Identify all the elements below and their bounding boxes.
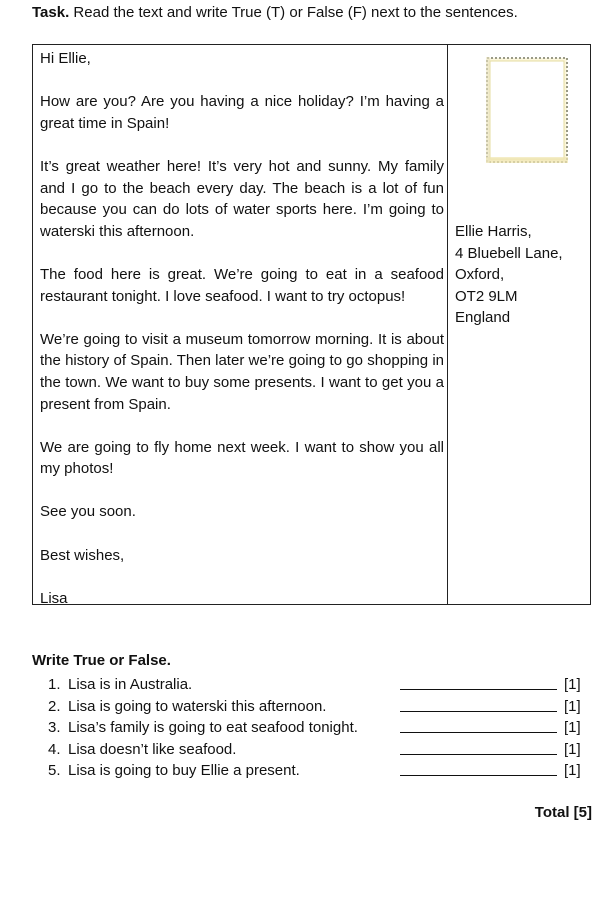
postcard (32, 44, 591, 605)
task-text: Read the text and write True (T) or False (F) next to the sentences. (73, 4, 518, 21)
recipient-address (455, 221, 563, 329)
question-list (48, 674, 584, 782)
task-label: Task. (32, 4, 70, 21)
question-number: 3. (48, 719, 61, 737)
letter-closing: See you soon. (40, 503, 136, 521)
question-number: 5. (48, 762, 61, 780)
question-number: 2. (48, 697, 61, 715)
question-text: Lisa doesn’t like seafood. (68, 740, 237, 758)
answer-line[interactable] (400, 775, 557, 776)
question-row (48, 674, 584, 696)
question-text: Lisa is in Australia. (68, 676, 193, 693)
question-mark: [1] (564, 762, 581, 780)
letter-body (40, 48, 444, 609)
letter-greeting: Hi Ellie, (40, 50, 91, 67)
postcard-divider (447, 45, 448, 604)
letter-paragraph-2: It’s great weather here! It’s very hot and sunny. My family and I go to the beach every day. The beach is a lot of fun because you can do lots of water sports here. I’m going to waterski this afternoon. (40, 157, 444, 240)
question-mark: [1] (564, 719, 581, 737)
question-row (48, 696, 584, 718)
letter-signature: Lisa (40, 589, 68, 607)
address-city: Oxford, (455, 266, 505, 284)
question-row (48, 760, 584, 782)
answer-line[interactable] (400, 732, 557, 733)
address-street: 4 Bluebell Lane, (455, 244, 563, 262)
question-number: 4. (48, 740, 61, 758)
letter-signoff: Best wishes, (40, 546, 125, 564)
letter-paragraph-5: We are going to fly home next week. I want to show you all my photos! (40, 438, 444, 478)
answer-line[interactable] (400, 689, 557, 690)
questions-title: Write True or False. (32, 652, 171, 669)
question-mark: [1] (564, 740, 581, 758)
question-mark: [1] (564, 697, 581, 715)
question-row (48, 739, 584, 761)
task-instruction (32, 4, 518, 22)
question-number: 1. (48, 676, 61, 693)
question-mark: [1] (564, 676, 581, 693)
answer-line[interactable] (400, 754, 557, 755)
question-text: Lisa’s family is going to eat seafood tonight. (68, 719, 358, 737)
answer-line[interactable] (400, 711, 557, 712)
address-postcode: OT2 9LM (455, 287, 518, 305)
address-country: England (455, 309, 511, 327)
letter-paragraph-4: We’re going to visit a museum tomorrow morning. It is about the history of Spain. Then later we’re going to go shopping in the town. We want to buy some presents. I want to get you a present from Spain. (40, 330, 444, 413)
address-name: Ellie Harris, (455, 223, 532, 240)
question-text: Lisa is going to waterski this afternoon. (68, 697, 327, 715)
letter-paragraph-1: How are you? Are you having a nice holiday? I’m having a great time in Spain! (40, 93, 444, 132)
question-row (48, 717, 584, 739)
postage-stamp-icon (486, 57, 568, 163)
total-score: Total [5] (534, 804, 592, 821)
letter-paragraph-3: The food here is great. We’re going to eat in a seafood restaurant tonight. I love seafood. I want to try octopus! (40, 265, 444, 305)
question-text: Lisa is going to buy Ellie a present. (68, 762, 300, 780)
